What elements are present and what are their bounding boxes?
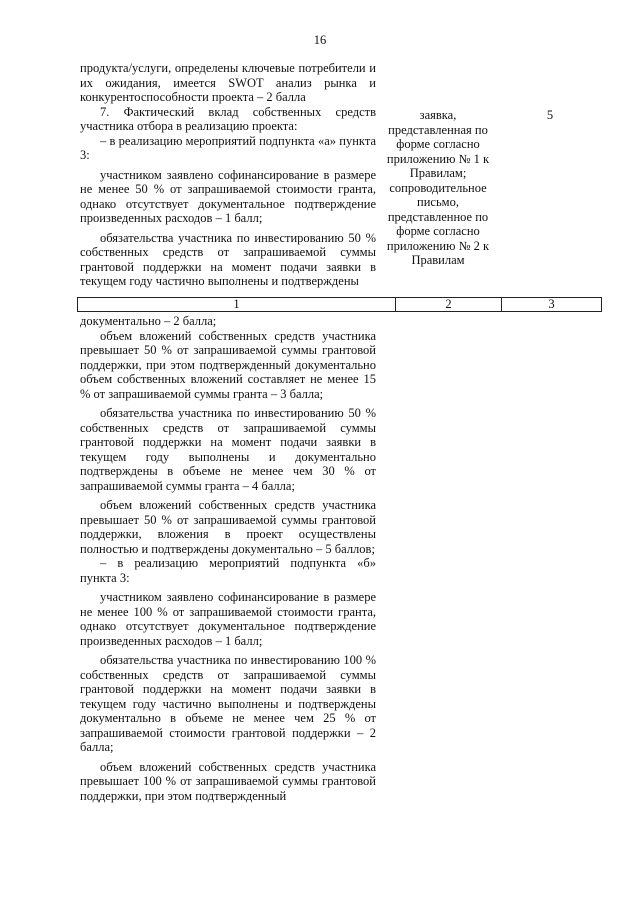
table-header-row (77, 297, 602, 312)
criteria-text-bottom (80, 314, 376, 803)
page-number: 16 (313, 33, 327, 47)
criteria-paragraph: продукта/услуги, определены ключевые потребители и их ожидания, имеется SWOT анализ рынка и конкурентоспособности проекта – 2 балла (80, 61, 376, 104)
documents-line: приложению № 1 к (386, 151, 490, 166)
criteria-paragraph: – в реализацию мероприятий подпункта «б» пункта 3: (80, 556, 376, 585)
criteria-paragraph: объем вложений собственных средств участника превышает 100 % от запрашиваемой суммы грантовой поддержки, при этом подтвержденный (80, 759, 376, 803)
criteria-paragraph: обязательства участника по инвестированию 50 % собственных средств от запрашиваемой суммы грантовой поддержки на момент подачи заявки в текущем году частично выполнены и подтверждены (80, 230, 376, 288)
criteria-paragraph: объем вложений собственных средств участника превышает 50 % от запрашиваемой суммы грантовой поддержки, вложения в проект осуществлены полностью и подтверждены документально – 5 баллов; (80, 498, 376, 556)
criteria-paragraph: участником заявлено софинансирование в размере не менее 100 % от запрашиваемой стоимости гранта, однако отсутствует документальное подтверждение произведенных расходов – 1 балл; (80, 590, 376, 648)
column-number-1: 1 (78, 298, 396, 312)
criteria-text-top (80, 61, 376, 289)
max-score: 5 (546, 108, 554, 122)
documents-line: письмо, (417, 195, 459, 209)
documents-line: Правилам (411, 253, 465, 267)
criteria-paragraph: документально – 2 балла; (80, 314, 217, 328)
criteria-paragraph: 7. Фактический вклад собственных средств участника отбора в реализацию проекта: (80, 104, 376, 133)
criteria-paragraph: обязательства участника по инвестированию 50 % собственных средств от запрашиваемой суммы грантовой поддержки на момент подачи заявки в текущем году выполнены и документально подтверждены в объеме не менее чем 30 % от запрашиваемой суммы гранта – 4 балла; (80, 406, 376, 493)
documents-column (378, 108, 498, 268)
column-number-3: 3 (502, 298, 602, 312)
documents-line: Правилам; (409, 166, 467, 180)
criteria-paragraph: участником заявлено софинансирование в размере не менее 50 % от запрашиваемой стоимости гранта, однако отсутствует документальное подтверждение произведенных расходов – 1 балл; (80, 167, 376, 225)
documents-line: приложению № 2 к (386, 238, 490, 253)
criteria-paragraph: объем вложений собственных средств участника превышает 50 % от запрашиваемой суммы грантовой поддержки, при этом подтвержденный документально объем собственных вложений составляет не менее 15 % от запрашиваемой суммы гранта – 3 балла; (80, 328, 376, 401)
documents-line: форме согласно (396, 137, 480, 151)
documents-line: форме согласно (396, 224, 480, 238)
documents-line: сопроводительное (389, 180, 487, 195)
criteria-paragraph: – в реализацию мероприятий подпункта «а» пункта 3: (80, 133, 376, 162)
documents-line: представленное по (387, 209, 489, 224)
column-number-2: 2 (396, 298, 502, 312)
criteria-paragraph: обязательства участника по инвестированию 100 % собственных средств от запрашиваемой суммы грантовой поддержки на момент подачи заявки в текущем году частично выполнены и подтверждены документально в объеме не менее чем 25 % от запрашиваемой стоимости грантовой поддержки – 2 балла; (80, 653, 376, 754)
documents-line: представленная по (388, 122, 488, 137)
documents-line: заявка, (419, 108, 457, 122)
